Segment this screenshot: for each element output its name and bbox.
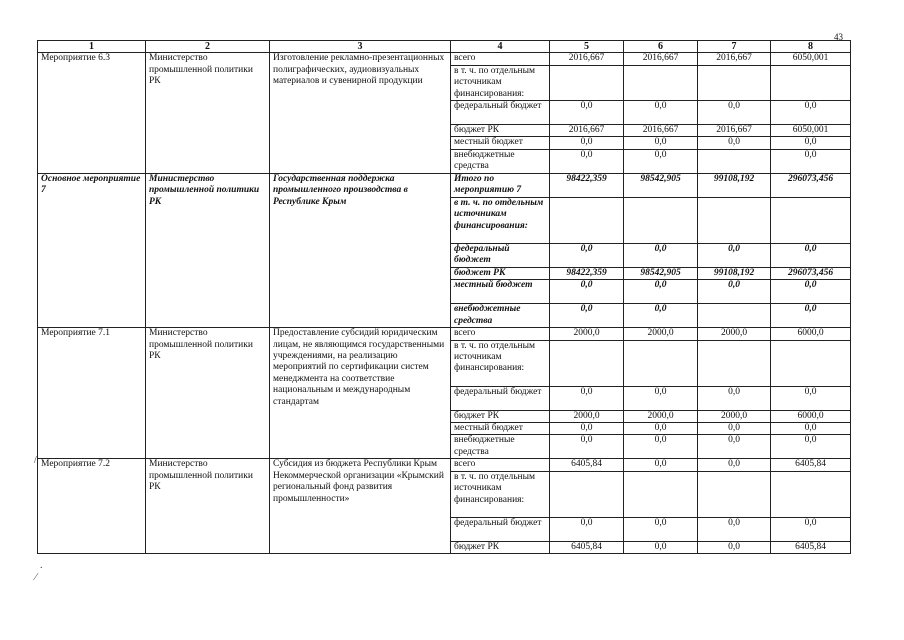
value-cell: 6405,84 <box>771 459 851 471</box>
value-cell <box>771 197 851 243</box>
value-cell: 0,0 <box>550 101 624 125</box>
value-cell: 0,0 <box>624 149 698 173</box>
value-cell: 0,0 <box>771 149 851 173</box>
value-cell: 0,0 <box>771 280 851 304</box>
value-cell <box>550 197 624 243</box>
table-row <box>38 173 851 197</box>
value-cell: 0,0 <box>550 243 624 267</box>
event-cell: Основное мероприятие 7 <box>38 173 146 327</box>
value-cell: 0,0 <box>771 517 851 541</box>
value-cell: 0,0 <box>624 304 698 328</box>
description-cell: Государственная поддержка промышленного производства в Республике Крым <box>270 173 451 327</box>
value-cell: 0,0 <box>550 149 624 173</box>
value-cell: 0,0 <box>624 243 698 267</box>
value-cell <box>698 65 771 100</box>
value-cell: 0,0 <box>771 386 851 410</box>
value-cell: 0,0 <box>624 101 698 125</box>
value-cell <box>771 471 851 517</box>
margin-mark: ⁄ <box>35 572 37 583</box>
value-cell: 0,0 <box>624 386 698 410</box>
value-cell: 6405,84 <box>550 541 624 553</box>
header-row <box>38 41 851 53</box>
header-cell: 4 <box>451 41 550 53</box>
source-label: бюджет РК <box>451 410 550 422</box>
value-cell: 0,0 <box>698 386 771 410</box>
source-label: федеральный бюджет <box>451 386 550 410</box>
event-cell: Мероприятие 7.1 <box>38 328 146 459</box>
value-cell: 0,0 <box>624 459 698 471</box>
source-label: внебюджетные средства <box>451 304 550 328</box>
value-cell: 0,0 <box>698 541 771 553</box>
source-label: всего <box>451 459 550 471</box>
value-cell: 2016,667 <box>624 125 698 137</box>
value-cell: 0,0 <box>698 517 771 541</box>
table-row <box>38 53 851 65</box>
page-number: 43 <box>834 32 843 42</box>
ministry-cell: Министерство промышленной политики РК <box>146 53 270 173</box>
event-cell: Мероприятие 7.2 <box>38 459 146 554</box>
value-cell: 6050,001 <box>771 53 851 65</box>
value-cell: 2000,0 <box>698 328 771 340</box>
value-cell: 0,0 <box>550 435 624 459</box>
header-cell: 5 <box>550 41 624 53</box>
value-cell: 0,0 <box>698 459 771 471</box>
value-cell: 98542,905 <box>624 267 698 279</box>
description-cell: Изготовление рекламно-презентационных полиграфических, аудиовизуальных материалов и сувенирной продукции <box>270 53 451 173</box>
value-cell: 98422,359 <box>550 267 624 279</box>
header-cell: 1 <box>38 41 146 53</box>
header-cell: 3 <box>270 41 451 53</box>
value-cell: 98542,905 <box>624 173 698 197</box>
value-cell: 6000,0 <box>771 328 851 340</box>
value-cell <box>550 65 624 100</box>
source-label: бюджет РК <box>451 541 550 553</box>
source-label: федеральный бюджет <box>451 243 550 267</box>
value-cell <box>550 471 624 517</box>
source-label: в т. ч. по отдельным источникам финансирования: <box>451 471 550 517</box>
value-cell: 0,0 <box>698 101 771 125</box>
value-cell: 0,0 <box>624 541 698 553</box>
source-label: в т. ч. по отдельным источникам финансирования: <box>451 197 550 243</box>
ministry-cell: Министерство промышленной политики РК <box>146 459 270 554</box>
value-cell: 2000,0 <box>550 410 624 422</box>
source-label: внебюджетные средства <box>451 149 550 173</box>
value-cell: 2000,0 <box>698 410 771 422</box>
value-cell: 99108,192 <box>698 267 771 279</box>
value-cell <box>698 304 771 328</box>
value-cell <box>698 149 771 173</box>
value-cell: 0,0 <box>771 101 851 125</box>
value-cell: 0,0 <box>550 517 624 541</box>
source-label: федеральный бюджет <box>451 101 550 125</box>
value-cell: 296073,456 <box>771 173 851 197</box>
value-cell <box>771 65 851 100</box>
financing-table <box>37 40 851 554</box>
value-cell: 0,0 <box>624 517 698 541</box>
value-cell <box>698 340 771 386</box>
source-label: внебюджетные средства <box>451 435 550 459</box>
value-cell: 6405,84 <box>771 541 851 553</box>
value-cell <box>698 197 771 243</box>
value-cell: 2000,0 <box>624 410 698 422</box>
value-cell: 2016,667 <box>698 125 771 137</box>
description-cell: Предоставление субсидий юридическим лицам, не являющимся государственными учреждениями, на реализацию мероприятий по сертификации систем менеджмента на соответствие национальным и международным стандартам <box>270 328 451 459</box>
value-cell: 0,0 <box>624 423 698 435</box>
source-label: всего <box>451 53 550 65</box>
header-cell: 7 <box>698 41 771 53</box>
value-cell: 0,0 <box>771 304 851 328</box>
event-cell: Мероприятие 6.3 <box>38 53 146 173</box>
table-row <box>38 328 851 340</box>
value-cell: 6405,84 <box>550 459 624 471</box>
header-cell: 6 <box>624 41 698 53</box>
header-cell: 2 <box>146 41 270 53</box>
value-cell: 0,0 <box>698 435 771 459</box>
source-label: местный бюджет <box>451 423 550 435</box>
value-cell: 2016,667 <box>550 53 624 65</box>
description-cell: Субсидия из бюджета Республики Крым Некоммерческой организации «Крымский региональный фонд развития промышленности» <box>270 459 451 554</box>
margin-mark: / <box>34 455 37 466</box>
value-cell: 296073,456 <box>771 267 851 279</box>
value-cell: 0,0 <box>771 137 851 149</box>
value-cell: 0,0 <box>550 304 624 328</box>
value-cell: 2016,667 <box>698 53 771 65</box>
value-cell <box>624 65 698 100</box>
value-cell: 6000,0 <box>771 410 851 422</box>
source-label: бюджет РК <box>451 267 550 279</box>
source-label: местный бюджет <box>451 280 550 304</box>
header-cell: 8 <box>771 41 851 53</box>
value-cell: 2016,667 <box>550 125 624 137</box>
value-cell <box>698 471 771 517</box>
value-cell: 0,0 <box>550 423 624 435</box>
value-cell <box>550 340 624 386</box>
value-cell: 0,0 <box>771 423 851 435</box>
value-cell: 98422,359 <box>550 173 624 197</box>
value-cell: 6050,001 <box>771 125 851 137</box>
ministry-cell: Министерство промышленной политики РК <box>146 328 270 459</box>
source-label: в т. ч. по отдельным источникам финансирования: <box>451 65 550 100</box>
value-cell: 2000,0 <box>624 328 698 340</box>
value-cell: 99108,192 <box>698 173 771 197</box>
value-cell: 0,0 <box>771 243 851 267</box>
value-cell: 0,0 <box>550 280 624 304</box>
source-label: всего <box>451 328 550 340</box>
source-label: федеральный бюджет <box>451 517 550 541</box>
value-cell: 2000,0 <box>550 328 624 340</box>
value-cell: 0,0 <box>550 386 624 410</box>
value-cell: 0,0 <box>624 435 698 459</box>
value-cell <box>624 340 698 386</box>
value-cell: 2016,667 <box>624 53 698 65</box>
value-cell <box>624 471 698 517</box>
value-cell: 0,0 <box>698 243 771 267</box>
value-cell: 0,0 <box>550 137 624 149</box>
table-row <box>38 459 851 471</box>
value-cell <box>624 197 698 243</box>
source-label: в т. ч. по отдельным источникам финансирования: <box>451 340 550 386</box>
source-label: бюджет РК <box>451 125 550 137</box>
value-cell: 0,0 <box>624 137 698 149</box>
source-label: местный бюджет <box>451 137 550 149</box>
margin-mark: . <box>40 560 43 571</box>
value-cell: 0,0 <box>771 435 851 459</box>
value-cell: 0,0 <box>698 280 771 304</box>
value-cell: 0,0 <box>698 137 771 149</box>
value-cell: 0,0 <box>698 423 771 435</box>
source-label: Итого по мероприятию 7 <box>451 173 550 197</box>
ministry-cell: Министерство промышленной политики РК <box>146 173 270 327</box>
value-cell: 0,0 <box>624 280 698 304</box>
value-cell <box>771 340 851 386</box>
